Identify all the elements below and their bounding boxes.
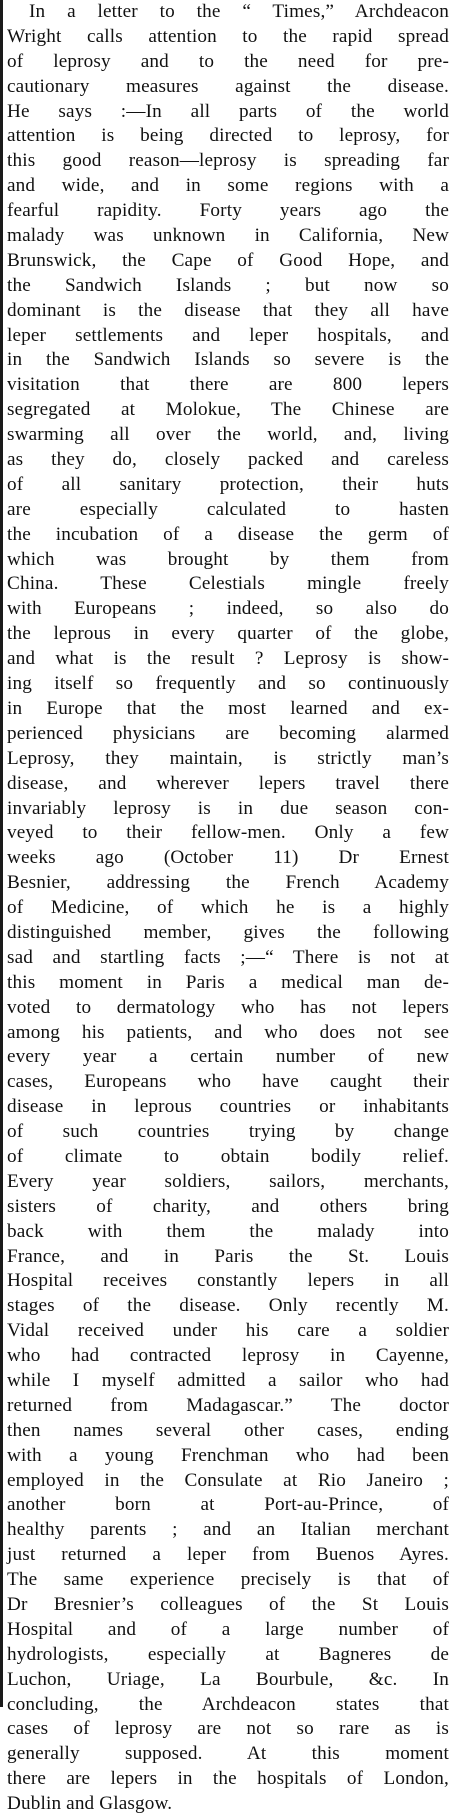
article-line: visitation that there are 800 lepers (7, 374, 449, 396)
article-line: of Medicine, of which he is a highly (7, 897, 449, 919)
article-line: concluding, the Archdeacon states that (7, 1693, 449, 1715)
article-line: while I myself admitted a sailor who had (7, 1369, 449, 1391)
article-line: just returned a leper from Buenos Ayres. (7, 1544, 449, 1566)
article-line: voted to dermatology who has not lepers (7, 996, 449, 1018)
article-line: Hospital and of a large number of (7, 1618, 449, 1640)
article-line: Wright calls attention to the rapid spread (7, 25, 449, 47)
article-line: France, and in Paris the St. Louis (7, 1245, 449, 1267)
article-line: invariably leprosy is in due season con- (7, 797, 449, 819)
article-line: this moment in Paris a medical man de- (7, 971, 449, 993)
article-line: among his patients, and who does not see (7, 1021, 449, 1043)
article-line: of leprosy and to the need for pre- (7, 50, 449, 72)
article-line: Hospital receives constantly lepers in all (7, 1270, 449, 1292)
article-line: perienced physicians are becoming alarmed (7, 722, 449, 744)
article-line: attention is being directed to leprosy, for (7, 125, 449, 147)
article-line: in Europe that the most learned and ex- (7, 697, 449, 719)
article-line: Dublin and Glasgow. (7, 1793, 173, 1815)
article-line: Every year soldiers, sailors, merchants, (7, 1170, 449, 1192)
article-line: segregated at Molokue, The Chinese are (7, 399, 449, 421)
article-line: of climate to obtain bodily relief. (7, 1145, 449, 1167)
article-line: disease, and wherever lepers travel there (7, 772, 449, 794)
article-line: cases, Europeans who have caught their (7, 1071, 449, 1093)
article-line: back with them the malady into (7, 1220, 449, 1242)
article-line: Dr Bresnier’s colleagues of the St Louis (7, 1594, 449, 1615)
article-line: ing itself so frequently and so continuously (7, 673, 449, 695)
article-line: returned from Madagascar.” The doctor (7, 1394, 449, 1416)
article-line: every year a certain number of new (7, 1046, 449, 1068)
article-line: malady was unknown in California, New (7, 225, 449, 247)
article-line: the leprous in every quarter of the globe, (7, 623, 449, 645)
article-line: generally supposed. At this moment (7, 1743, 449, 1765)
article-line: China. These Celestials mingle freely (7, 573, 449, 595)
article-line: The same experience precisely is that of (7, 1569, 449, 1591)
article-line: veyed to their fellow-men. Only a few (7, 822, 449, 844)
article-line: leper settlements and leper hospitals, and (7, 324, 449, 346)
column-rule (0, 0, 3, 1707)
article-line: healthy parents ; and an Italian merchant (7, 1519, 449, 1541)
article-line: fearful rapidity. Forty years ago the (7, 200, 449, 222)
article-line: Besnier, addressing the French Academy (7, 872, 449, 894)
article-line: are especially calculated to hasten (7, 498, 449, 520)
article-line: Brunswick, the Cape of Good Hope, and (7, 249, 449, 271)
article-line: which was brought by them from (7, 548, 449, 570)
article-line: the incubation of a disease the germ of (7, 523, 449, 545)
article-line: He says :—In all parts of the world (7, 100, 449, 122)
article-line: weeks ago (October 11) Dr Ernest (7, 847, 449, 869)
article-line: Vidal received under his care a soldier (7, 1320, 449, 1342)
article-line: in the Sandwich Islands so severe is the (7, 349, 449, 371)
article-line: as they do, closely packed and careless (7, 449, 449, 471)
article-line: dominant is the disease that they all have (7, 299, 449, 321)
article-line: Leprosy, they maintain, is strictly man’s (7, 747, 449, 769)
article-line: sad and startling facts ;—“ There is not at (7, 946, 449, 968)
article-line: hydrologists, especially at Bagneres de (7, 1643, 449, 1665)
article-line: distinguished member, gives the following (7, 921, 449, 943)
article-line: disease in leprous countries or inhabitants (7, 1096, 449, 1118)
article-line: stages of the disease. Only recently M. (7, 1295, 449, 1317)
article-line: cases of leprosy are not so rare as is (7, 1718, 449, 1740)
article-line: employed in the Consulate at Rio Janeiro ; (7, 1469, 449, 1491)
article-line: with Europeans ; indeed, so also do (7, 598, 449, 620)
article-line: there are lepers in the hospitals of London, (7, 1768, 449, 1790)
article-line: sisters of charity, and others bring (7, 1195, 449, 1217)
article-line: cautionary measures against the disease. (7, 75, 449, 97)
article-line: of all sanitary protection, their huts (7, 473, 449, 495)
article-line: and wide, and in some regions with a (7, 175, 449, 197)
article-line: who had contracted leprosy in Cayenne, (7, 1345, 449, 1367)
article-line: In a letter to the “ Times,” Archdeacon (29, 1, 449, 22)
article-line: then names several other cases, ending (7, 1419, 449, 1441)
article-line: swarming all over the world, and, living (7, 424, 449, 446)
article-line: of such countries trying by change (7, 1121, 449, 1143)
article-line: the Sandwich Islands ; but now so (7, 274, 449, 296)
article-line: another born at Port-au-Prince, of (7, 1494, 449, 1516)
article-line: and what is the result ? Leprosy is show- (7, 648, 449, 670)
article-line: Luchon, Uriage, La Bourbule, &c. In (7, 1668, 449, 1690)
article-line: this good reason—leprosy is spreading far (7, 150, 449, 172)
article-body (7, 0, 449, 1817)
article-line: with a young Frenchman who had been (7, 1444, 449, 1466)
